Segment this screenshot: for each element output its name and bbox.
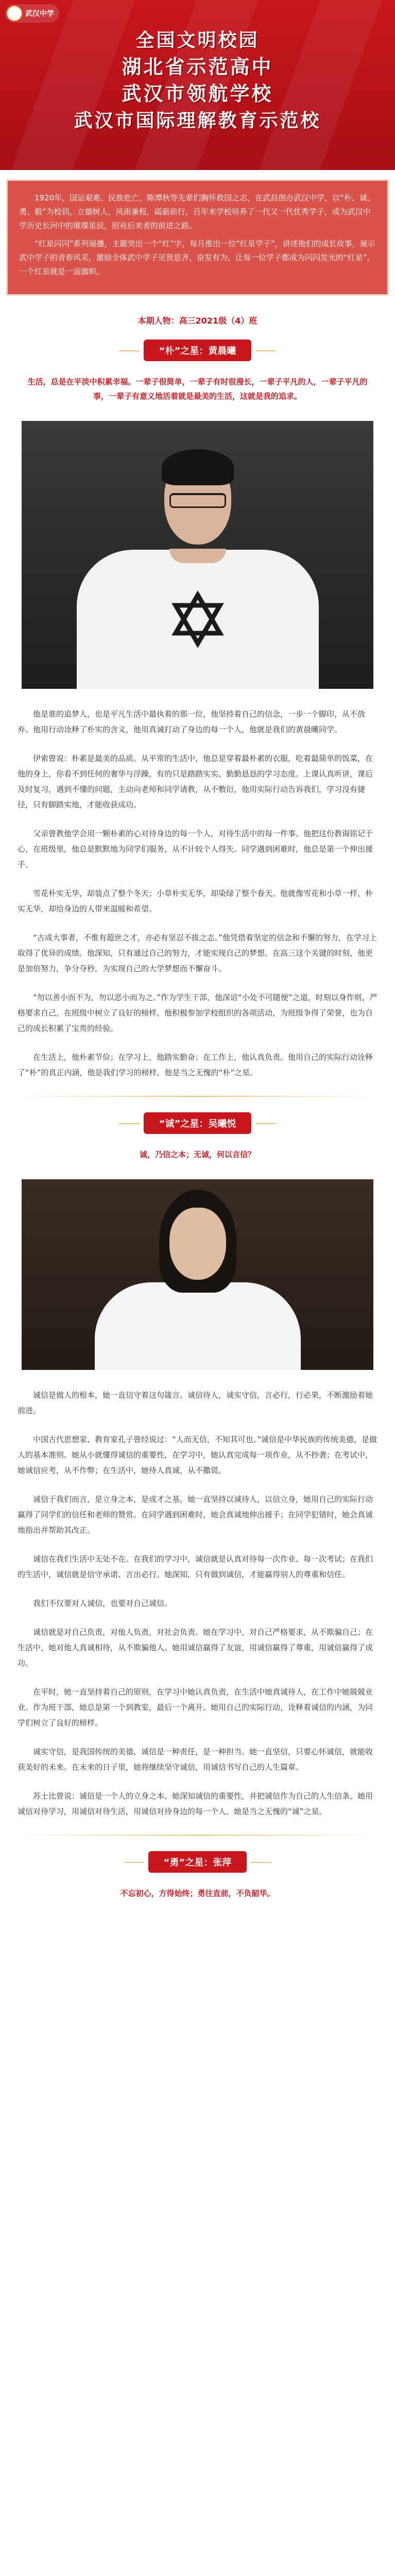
banner-title-line: 湖北省示范高中 [122,55,273,78]
body-paragraph: 诚信于我们而言，是立身之本，是成才之基。她一直坚持以诚待人，以信立身，她用自己的实际行动赢得了同学们的信任和老师的赞赏。在同学遇到困难时，她会真诚地伸出援手；在同学犯错时，她会真诚地指出并帮助其改正。 [18,1495,373,1535]
body-paragraph: 诚信在我们生活中无处不在。在我们的学习中，诚信就是认真对待每一次作业、每一次考试；在我们的生活中，诚信就是信守承诺、言出必行。她深知，只有做到诚信，才能赢得别人的尊重和信任。 [18,1554,373,1579]
body-paragraph: 苏士比曾说：诚信是一个人的立身之本。她深知诚信的重要性，并把诚信作为自己的人生信条。她用诚信对待学习，用诚信对待生活，用诚信对待身边的每一个人。她是当之无愧的“诚”之星。 [18,1791,373,1816]
shirt-star-icon [169,591,226,648]
body-paragraph: 父亲曾教他学会用一颗朴素的心对待身边的每一个人，对待生活中的每一件事。他把这份教诲铭记于心，在班级里，他总是默默地为同学们服务，从不计较个人得失。同学遇到困难时，他总是第一个伸出援手。 [18,829,373,869]
school-logo-text: 武汉中学 [25,10,54,18]
section-divider [18,1096,377,1097]
body-paragraph: 在生活上，他朴素节俭；在学习上，他踏实勤奋；在工作上，他认真负责。他用自己的实际行动诠释了“朴”的真正内涵，他是我们学习的榜样，他是当之无愧的“朴”之星。 [18,1053,373,1077]
section-header [0,340,395,361]
intro-paragraph: “红星闪闪”系列展播，主题突出一个“红”字，每月推出一位“红星学子”，讲述他们的成长故事，展示武中学子的青春风采，激励全体武中学子见贤思齐、奋发有为，让每一位学子都成为闪闪发光的“红星”，一个红星就是一面旗帜。 [19,239,375,276]
school-seal-icon [7,6,22,21]
body-paragraph: 诚信是做人的根本，她一直信守着这句箴言。诚信待人，诚实守信，言必行，行必果，不断激励着她前进。 [18,1391,373,1415]
section-header [0,1851,395,1873]
student-photo [22,421,373,689]
body-paragraph: “古成大事者，不惟有超世之才，亦必有坚忍不拔之志。”他凭借着坚定的信念和不懈的努力，在学习上取得了优异的成绩。他深知，只有通过自己的努力，才能实现自己的梦想。在高三这个关键的时刻，他更是加倍努力，争分夺秒，为实现自己的大学梦想而不懈奋斗。 [18,933,377,973]
section-body [18,706,377,1080]
issue-label: 本期人物：高三2021级（4）班 [138,316,257,326]
section-body [18,1387,377,1819]
school-logo [5,4,59,23]
student-photo [22,1179,373,1370]
section-motto: 诚，乃信之本；无诚，何以言信？ [139,1150,255,1159]
banner-title-line: 武汉市国际理解教育示范校 [74,110,321,131]
section-pill: “勇”之星：张萍 [148,1851,247,1873]
banner-title-line: 全国文明校园 [135,29,260,51]
section-divider [18,1835,377,1836]
section-pill: “诚”之星：吴曦悦 [144,1112,252,1134]
body-paragraph: “勿以善小而不为，勿以恶小而为之。”作为学生干部，他深谙“小处不可随便”之道，时刻以身作则，严格要求自己，在班级中树立了良好的榜样。他积极参加学校组织的各项活动，为班级争得了荣誉，也为自己的成长积累了宝贵的经验。 [18,993,377,1033]
body-paragraph: 诚信就是对自己负责，对他人负责，对社会负责。她在学习中，对自己严格要求，从不欺骗自己；在生活中，她对他人真诚相待，从不欺骗他人。她用诚信赢得了友谊，用诚信赢得了尊重，用诚信赢得了成功。 [18,1628,373,1668]
section-motto: 生活，总是在平淡中积累幸福。一辈子很简单，一辈子有时很漫长，一辈子平凡的人，一辈子平凡的事，一辈子有意义地活着就是最美的生活，这就是我的追求。 [27,377,368,401]
intro-panel [6,179,389,296]
body-paragraph: 雪花朴实无华，却装点了整个冬天；小草朴实无华，却染绿了整个春天。他就像雪花和小草一样，朴实无华，却给身边的人带来温暖和希望。 [18,889,373,913]
banner-titles [0,27,395,134]
body-paragraph: 他是谁的追梦人，也是平凡生活中最执着的那一位，他坚持着自己的信念，一步一个脚印，从不放弃。他用行动诠释了朴实的含义，他用真诚打动了身边的每一个人，他就是我们的黄晨曦同学。 [18,709,366,734]
section-header [0,1112,395,1134]
body-paragraph: 伊索曾说：朴素是最美的品质。从平常的生活中，他总是穿着最朴素的衣服，吃着最简单的饭菜，在他的身上，你看不到任何的奢华与浮躁，有的只是踏踏实实、勤勤恳恳的学习态度。上课认真听讲，课后及时复习，遇到不懂的问题，主动向老师和同学请教，从不敷衍，他用实际行动告诉我们，学习没有捷径，只有脚踏实地，才能收获成功。 [18,754,373,809]
section-motto: 不忘初心，方得始终；勇往直前，不负韶华。 [120,1889,275,1898]
header-banner [0,0,395,170]
intro-paragraph: 1920年，国运艰难、民族危亡，陈潭秋等先辈们胸怀救国之志，在武昌创办武汉中学，以“朴、诚、勇、毅”为校训，立德树人，风雨兼程，砥砺前行，百年来学校培养了一代又一代优秀学子，成为武汉中学历史长河中的璀璨星辰，照亮后来者的前进之路。 [19,193,375,230]
body-paragraph: 诚实守信，是我国传统的美德，诚信是一种责任，是一种担当。她一直坚信，只要心怀诚信，就能收获美好的未来。在未来的日子里，她将继续坚守诚信，用诚信书写自己的人生篇章。 [18,1747,373,1772]
banner-title-line: 武汉市领航学校 [122,82,273,105]
body-paragraph: 我们不仅要对人诚信，也要对自己诚信。 [33,1599,173,1608]
body-paragraph: 中国古代思想家、教育家孔子曾经说过：“人而无信，不知其可也。”诚信是中华民族的传统美德，是做人的基本准则。她从小就懂得诚信的重要性，在学习中，她认真完成每一项作业，从不抄袭；在考试中，她诚信应考，从不作弊；在生活中，她待人真诚，从不撒谎。 [18,1435,377,1475]
section-pill: “朴”之星：黄晨曦 [144,340,252,361]
body-paragraph: 在平时，她一直坚持着自己的原则，在学习中她认真负责，在生活中她真诚待人，在工作中她兢兢业业。作为班干部，她总是第一个到教室，最后一个离开。她用自己的实际行动，诠释着诚信的内涵，为同学们树立了良好的榜样。 [18,1687,373,1727]
